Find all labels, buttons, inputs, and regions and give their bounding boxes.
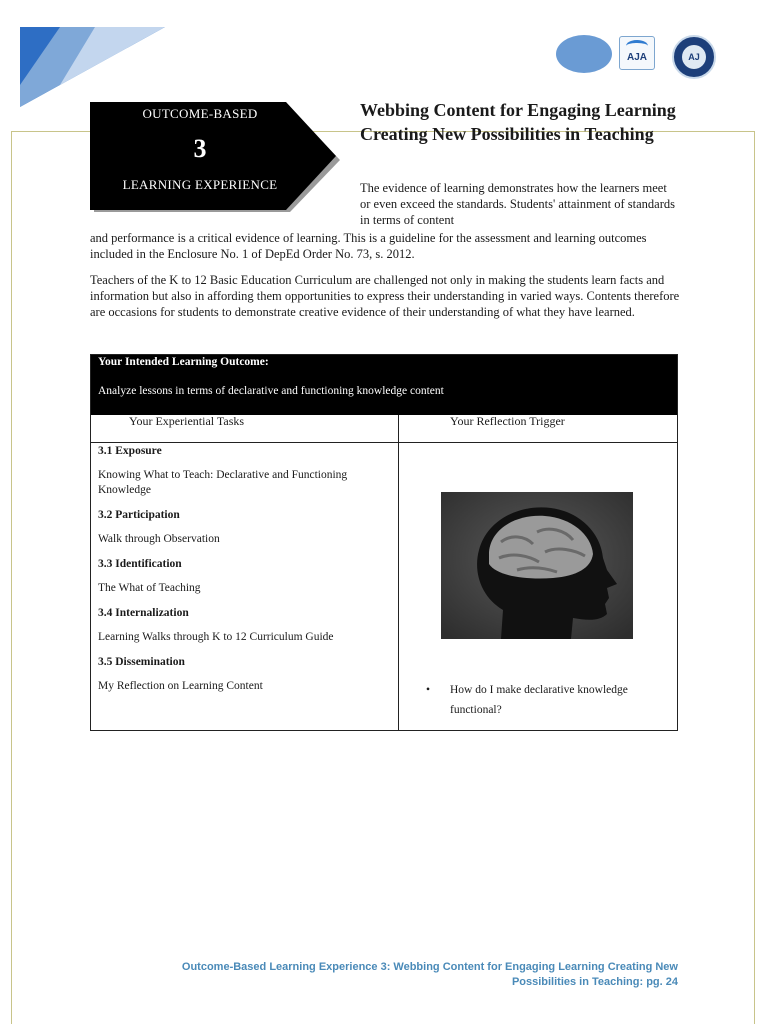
task-desc: Knowing What to Teach: Declarative and Functioning Knowledge <box>98 469 348 496</box>
reflection-trigger <box>426 680 666 720</box>
task-title: 3.1 Exposure <box>98 445 162 457</box>
body-paragraph: Teachers of the K to 12 Basic Education Curriculum are challenged not only in making the students learn facts and information but also in affording them opportunities to express their understanding in varied ways. Contents therefore are occasions for students to demonstrate creative evidence of their understanding of what they have learned. <box>90 273 680 319</box>
footer-line-1: Outcome-Based Learning Experience 3: Webbing Content for Engaging Learning Creating New <box>181 961 678 973</box>
outcome-label: Your Intended Learning Outcome: <box>98 356 269 368</box>
outcome-header <box>91 355 677 415</box>
logo-oval <box>556 35 612 73</box>
task-desc: Walk through Observation <box>98 533 220 545</box>
footer-line-2: Possibilities in Teaching: pg. 24 <box>511 976 678 988</box>
task-title: 3.2 Participation <box>98 509 180 521</box>
tasks-column-header: Your Experiential Tasks <box>91 415 398 443</box>
bullet-icon: • <box>426 684 431 696</box>
trigger-column-header: Your Reflection Trigger <box>398 415 677 443</box>
badge-bottom-label: LEARNING EXPERIENCE <box>122 177 278 192</box>
page-footer <box>100 960 678 990</box>
page-title: Webbing Content for Engaging Learning Creating New Possibilities in Teaching <box>360 100 676 144</box>
reflection-question: How do I make declarative knowledge functional? <box>450 684 628 716</box>
task-title: 3.4 Internalization <box>98 607 189 619</box>
aja-swoosh-icon <box>626 40 648 52</box>
column-divider <box>398 415 399 731</box>
task-desc: My Reflection on Learning Content <box>98 680 263 692</box>
outcome-text: Analyze lessons in terms of declarative and functioning knowledge content <box>98 385 444 397</box>
task-title: 3.5 Dissemination <box>98 656 185 668</box>
brain-head-image <box>441 492 633 639</box>
task-desc: Learning Walks through K to 12 Curriculum Guide <box>98 631 334 643</box>
task-list <box>98 444 388 704</box>
task-title: 3.3 Identification <box>98 558 182 570</box>
corner-decoration <box>0 0 170 112</box>
intro-paragraph-start: The evidence of learning demonstrates how the learners meet or even exceed the standards. Students' attainment of standards in terms of content <box>360 181 676 227</box>
intro-paragraph-rest: and performance is a critical evidence of learning. This is a guideline for the assessment and learning outcomes included in the Enclosure No. 1 of DepEd Order No. 73, s. 2012. <box>90 231 647 261</box>
school-seal-logo <box>672 35 716 79</box>
badge-number: 3 <box>193 134 207 163</box>
badge-top-label: OUTCOME-BASED <box>142 106 258 121</box>
aja-logo <box>619 36 655 70</box>
outcome-table <box>90 354 678 731</box>
aja-logo-text: AJA <box>626 52 647 63</box>
seal-center: AJ <box>682 45 706 69</box>
task-desc: The What of Teaching <box>98 582 201 594</box>
